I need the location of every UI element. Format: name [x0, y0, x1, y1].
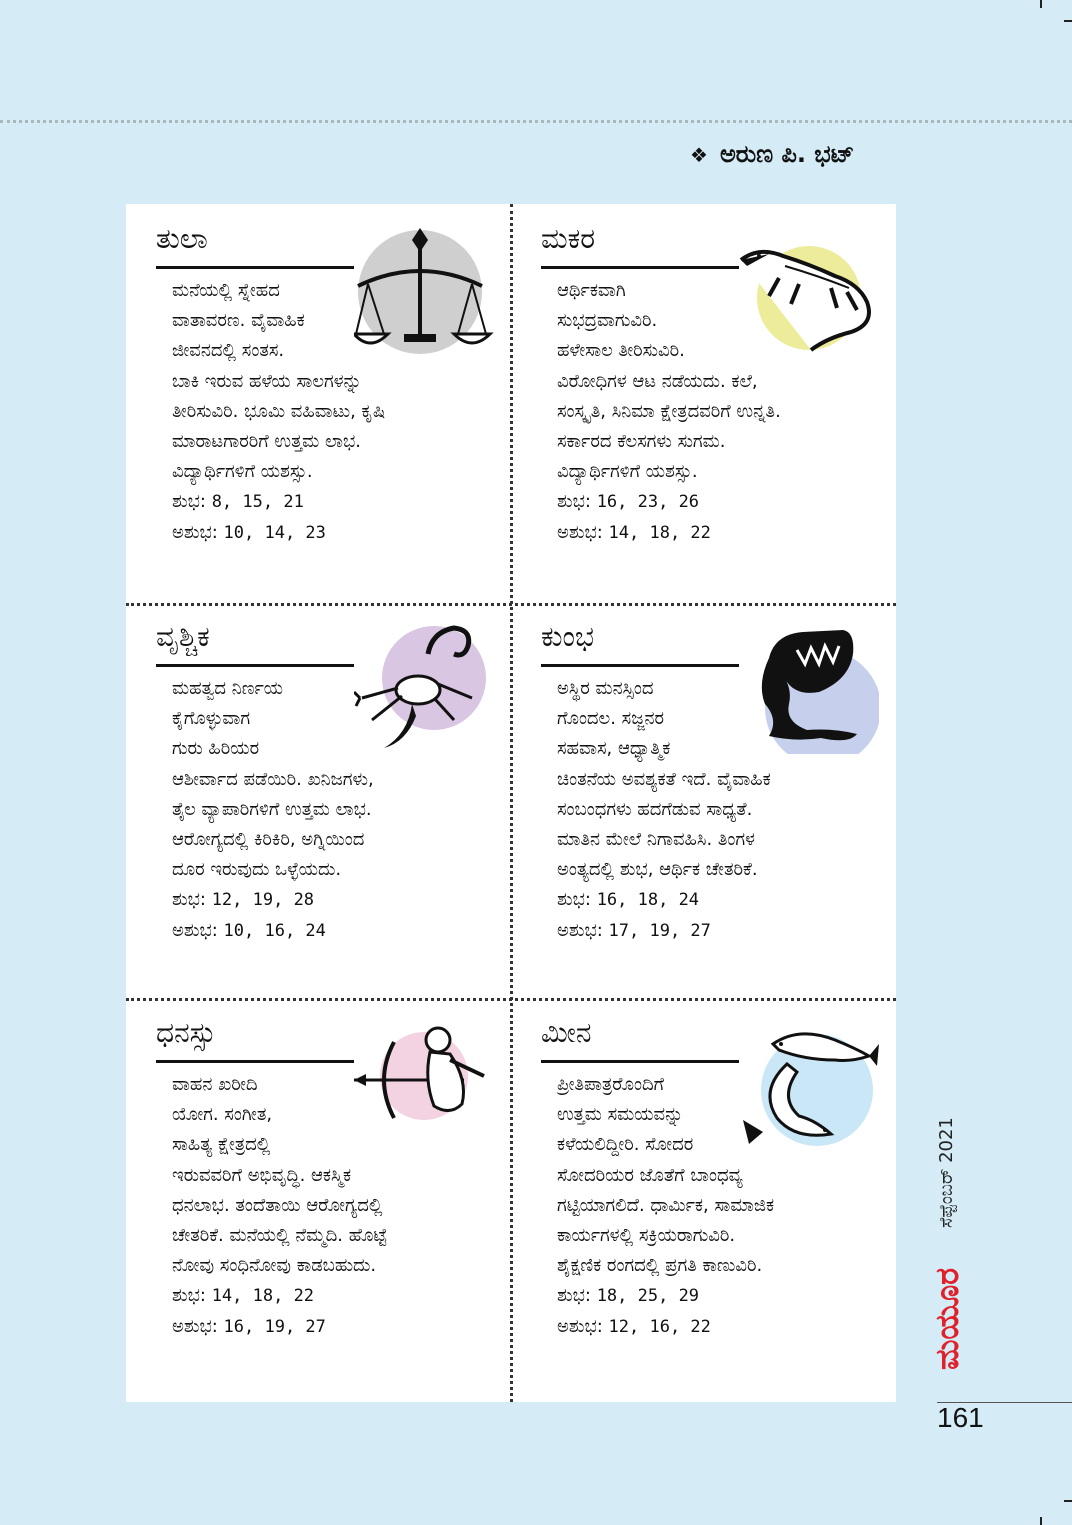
- text-line: ಸಂಸ್ಕೃತಿ, ಸಿನಿಮಾ ಕ್ಷೇತ್ರದವರಿಗೆ ಉನ್ನತಿ.: [557, 400, 781, 422]
- lucky-values: 16, 18, 24: [596, 890, 700, 911]
- author-byline: [690, 140, 930, 168]
- title-rule: [156, 664, 354, 667]
- title-rule: [156, 266, 354, 269]
- text-line: ವಾಹನ ಖರೀದಿ: [172, 1074, 258, 1095]
- text-line: ಬಾಕಿ ಇರುವ ಹಳೆಯ ಸಾಲಗಳನ್ನು: [172, 370, 362, 392]
- text-line: ಇರುವವರಿಗೆ ಅಭಿವೃದ್ಧಿ. ಆಕಸ್ಮಿಕ: [172, 1164, 352, 1186]
- unlucky-values: 10, 14, 23: [223, 522, 326, 543]
- lucky-dates: [172, 885, 492, 915]
- text-line: ಕಾರ್ಯಗಳಲ್ಲಿ ಸಕ್ರಿಯರಾಗುವಿರಿ.: [557, 1225, 736, 1247]
- text-line: ಪ್ರೀತಿಪಾತ್ರರೊಂದಿಗೆ: [557, 1074, 665, 1095]
- lucky-label: ಶುಭ:: [557, 889, 591, 911]
- sign-name: ಮಕರ: [541, 222, 596, 255]
- text-line: ಕೈಗೊಳ್ಳುವಾಗ: [172, 708, 251, 730]
- text-line: ಶೈಕ್ಷಣಿಕ ರಂಗದಲ್ಲಿ ಪ್ರಗತಿ ಕಾಣುವಿರಿ.: [557, 1255, 763, 1277]
- text-line: ಚಿಂತನೆಯ ಅವಶ್ಯಕತೆ ಇದೆ. ವೈವಾಹಿಕ: [557, 768, 771, 790]
- text-line: ಚೇತರಿಕೆ. ಮನೆಯಲ್ಲಿ ನೆಮ್ಮದಿ. ಹೊಟ್ಟೆ: [172, 1225, 388, 1247]
- bullet-icon: ❖: [690, 143, 708, 167]
- unlucky-dates: [172, 916, 492, 946]
- text-line: ಅಸ್ಥಿರ ಮನಸ್ಸಿಂದ: [557, 678, 654, 699]
- sign-card-aquarius: [511, 602, 896, 1000]
- text-line: ತೈಲ ವ್ಯಾಪಾರಿಗಳಿಗೆ ಉತ್ತಮ ಲಾಭ.: [172, 798, 372, 820]
- text-line: ವಾತಾವರಣ. ವೈವಾಹಿಕ: [172, 310, 305, 332]
- lucky-label: ಶುಭ:: [557, 491, 591, 513]
- text-line: ಅಂತ್ಯದಲ್ಲಿ ಶುಭ, ಆರ್ಥಿಕ ಚೇತರಿಕೆ.: [557, 859, 758, 881]
- lucky-values: 14, 18, 22: [211, 1286, 315, 1307]
- text-line: ನೋವು ಸಂಧಿನೋವು ಕಾಡಬಹುದು.: [172, 1255, 377, 1277]
- unlucky-dates: [172, 1312, 492, 1342]
- sign-text: [557, 674, 877, 946]
- sign-text: [172, 276, 492, 548]
- unlucky-values: 14, 18, 22: [608, 522, 711, 543]
- text-line: ಆರ್ಥಿಕವಾಗಿ: [557, 280, 626, 301]
- unlucky-dates: [557, 1312, 877, 1342]
- text-line: ಮನೆಯಲ್ಲಿ ಸ್ನೇಹದ: [172, 280, 280, 301]
- lucky-values: 16, 23, 26: [596, 492, 700, 513]
- text-line: ಗುರು ಹಿರಿಯರ: [172, 738, 260, 760]
- horoscope-grid: [126, 204, 896, 1402]
- unlucky-values: 17, 19, 27: [608, 920, 711, 941]
- sign-text: [172, 1070, 492, 1342]
- lucky-label: ಶುಭ:: [172, 1285, 206, 1307]
- text-line: ಸೋದರಿಯರ ಜೊತೆಗೆ ಬಾಂಧವ್ಯ: [557, 1164, 743, 1186]
- text-line: ವಿರೋಧಿಗಳ ಆಟ ನಡೆಯದು. ಕಲೆ,: [557, 370, 758, 392]
- text-line: ದೂರ ಇರುವುದು ಒಳ್ಳೆಯದು.: [172, 859, 342, 881]
- issue-date: [924, 1080, 964, 1230]
- lucky-dates: [172, 487, 492, 517]
- brand-name-text: ಮಯೂರ: [928, 1267, 964, 1370]
- text-line: ಮಹತ್ವದ ನಿರ್ಣಯ: [172, 678, 284, 699]
- unlucky-values: 16, 19, 27: [223, 1316, 326, 1337]
- text-line: ವಿದ್ಯಾರ್ಥಿಗಳಿಗೆ ಯಶಸ್ಸು.: [172, 461, 313, 483]
- sign-name: ವೃಶ್ಚಿಕ: [156, 620, 210, 653]
- unlucky-dates: [557, 518, 877, 548]
- sign-text: [557, 1070, 877, 1342]
- text-line: ಯೋಗ. ಸಂಗೀತ,: [172, 1104, 273, 1126]
- text-line: ಆಶೀರ್ವಾದ ಪಡೆಯಿರಿ. ಖನಿಜಗಳು,: [172, 768, 374, 790]
- lucky-values: 12, 19, 28: [211, 890, 315, 911]
- text-line: ಕಳೆಯಲಿದ್ದೀರಿ. ಸೋದರ: [557, 1134, 694, 1156]
- unlucky-label: ಅಶುಭ:: [557, 1315, 603, 1337]
- sign-text: [557, 276, 877, 548]
- lucky-label: ಶುಭ:: [172, 889, 206, 911]
- crop-mark: [1040, 0, 1042, 8]
- text-line: ಮಾರಾಟಗಾರರಿಗೆ ಉತ್ತಮ ಲಾಭ.: [172, 431, 362, 453]
- unlucky-dates: [172, 518, 492, 548]
- issue-date-text: ಸೆಪ್ಟೆಂಬರ್ 2021: [936, 1117, 957, 1228]
- page-number: 161: [937, 1402, 984, 1433]
- unlucky-label: ಅಶುಭ:: [557, 919, 603, 941]
- text-line: ಹಳೇಸಾಲ ತೀರಿಸುವಿರಿ.: [557, 340, 685, 362]
- unlucky-values: 12, 16, 22: [608, 1316, 711, 1337]
- title-rule: [541, 266, 739, 269]
- crop-mark: [1064, 20, 1072, 22]
- text-line: ಜೀವನದಲ್ಲಿ ಸಂತಸ.: [172, 340, 285, 362]
- sign-card-capricorn: [511, 204, 896, 602]
- lucky-dates: [557, 487, 877, 517]
- crop-mark: [1040, 1517, 1042, 1525]
- text-line: ಉತ್ತಮ ಸಮಯವನ್ನು: [557, 1104, 684, 1126]
- unlucky-label: ಅಶುಭ:: [557, 521, 603, 543]
- sign-name: ಧನಸ್ಸು: [156, 1016, 217, 1049]
- unlucky-values: 10, 16, 24: [223, 920, 326, 941]
- text-line: ಸಾಹಿತ್ಯ ಕ್ಷೇತ್ರದಲ್ಲಿ: [172, 1134, 271, 1156]
- lucky-dates: [172, 1281, 492, 1311]
- sign-card-pisces: [511, 998, 896, 1396]
- text-line: ತೀರಿಸುವಿರಿ. ಭೂಮಿ ವಹಿವಾಟು, ಕೃಷಿ: [172, 400, 386, 422]
- sign-card-libra: [126, 204, 511, 602]
- text-line: ಗಟ್ಟಿಯಾಗಲಿದೆ. ಧಾರ್ಮಿಕ, ಸಾಮಾಜಿಕ: [557, 1194, 775, 1216]
- text-line: ಸಹವಾಸ, ಆಧ್ಯಾತ್ಮಿಕ: [557, 738, 671, 760]
- text-line: ಧನಲಾಭ. ತಂದೆತಾಯಿ ಆರೋಗ್ಯದಲ್ಲಿ: [172, 1194, 383, 1216]
- title-rule: [156, 1060, 354, 1063]
- unlucky-dates: [557, 916, 877, 946]
- sign-text: [172, 674, 492, 946]
- lucky-dates: [557, 885, 877, 915]
- text-line: ಆರೋಗ್ಯದಲ್ಲಿ ಕಿರಿಕಿರಿ, ಅಗ್ನಿಯಿಂದ: [172, 829, 365, 851]
- title-rule: [541, 664, 739, 667]
- sign-name: ಮೀನ: [541, 1016, 592, 1049]
- title-rule: [541, 1060, 739, 1063]
- text-line: ಸರ್ಕಾರದ ಕೆಲಸಗಳು ಸುಗಮ.: [557, 431, 726, 453]
- lucky-values: 8, 15, 21: [211, 492, 304, 513]
- lucky-dates: [557, 1281, 877, 1311]
- text-line: ಮಾತಿನ ಮೇಲೆ ನಿಗಾವಹಿಸಿ. ತಿಂಗಳ: [557, 829, 755, 851]
- text-line: ಸಂಬಂಧಗಳು ಹದಗೆಡುವ ಸಾಧ್ಯತೆ.: [557, 798, 753, 820]
- sign-card-scorpio: [126, 602, 511, 1000]
- magazine-logo: [924, 1252, 964, 1372]
- text-line: ವಿದ್ಯಾರ್ಥಿಗಳಿಗೆ ಯಶಸ್ಸು.: [557, 461, 698, 483]
- text-line: ಗೊಂದಲ. ಸಜ್ಜನರ: [557, 708, 665, 730]
- unlucky-label: ಅಶುಭ:: [172, 1315, 218, 1337]
- sign-name: ಕುಂಭ: [541, 620, 595, 653]
- unlucky-label: ಅಶುಭ:: [172, 521, 218, 543]
- sign-card-sagittarius: [126, 998, 511, 1396]
- text-line: ಸುಭದ್ರವಾಗುವಿರಿ.: [557, 310, 658, 332]
- crop-mark: [1064, 1500, 1072, 1502]
- sign-name: ತುಲಾ: [156, 222, 208, 255]
- top-dotted-divider: [0, 120, 1072, 123]
- lucky-values: 18, 25, 29: [596, 1286, 700, 1307]
- author-name: ಅರುಣ ಪಿ. ಭಟ್: [719, 140, 855, 168]
- unlucky-label: ಅಶುಭ:: [172, 919, 218, 941]
- lucky-label: ಶುಭ:: [172, 491, 206, 513]
- lucky-label: ಶುಭ:: [557, 1285, 591, 1307]
